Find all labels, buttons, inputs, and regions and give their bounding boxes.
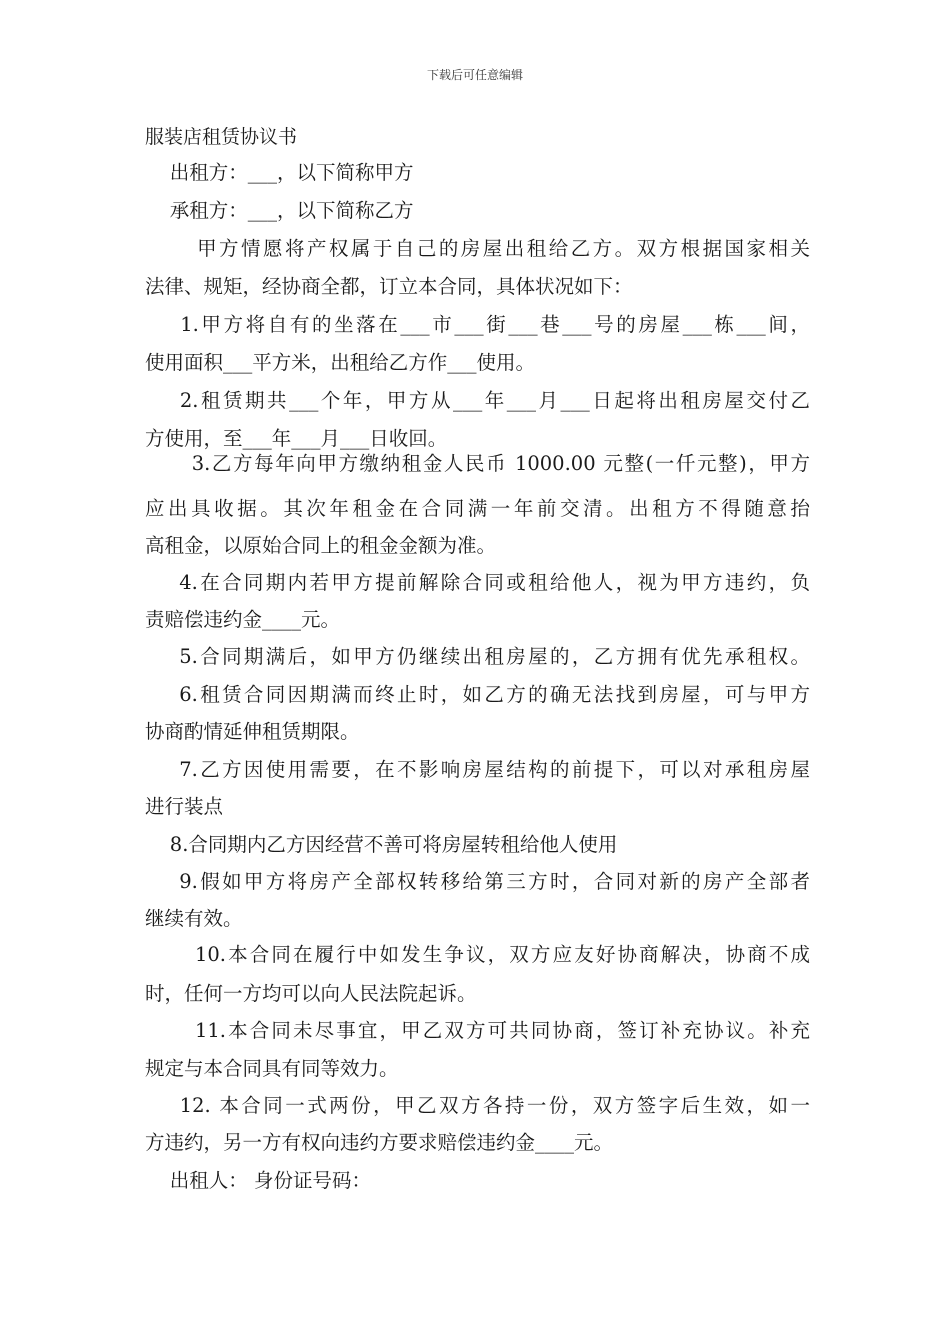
- contract-line: 出租方：___，以下简称甲方: [145, 161, 414, 184]
- contract-line: 8.合同期内乙方因经营不善可将房屋转租给他人使用: [145, 833, 618, 856]
- contract-line: 方使用，至___年___月___日收回。: [145, 427, 448, 450]
- contract-line: 协商酌情延伸租赁期限。: [145, 720, 360, 743]
- contract-line: 12. 本合同一式两份，甲乙双方各持一份，双方签字后生效，如一: [145, 1094, 810, 1117]
- contract-line: 方违约，另一方有权向违约方要求赔偿违约金____元。: [145, 1131, 614, 1154]
- contract-line: 承租方：___，以下简称乙方: [145, 199, 414, 222]
- contract-line: 2.租赁期共___个年，甲方从___年___月___日起将出租房屋交付乙: [145, 389, 810, 412]
- contract-line: 1.甲方将自有的坐落在___市___街___巷___号的房屋___栋___间，: [145, 313, 810, 336]
- contract-line: 时，任何一方均可以向人民法院起诉。: [145, 982, 477, 1005]
- contract-line: 应出具收据。其次年租金在合同满一年前交清。出租方不得随意抬: [145, 497, 810, 520]
- document-title: 服装店租赁协议书: [145, 126, 298, 148]
- contract-line: 高租金，以原始合同上的租金金额为准。: [145, 534, 497, 557]
- page-header: 下载后可任意编辑: [426, 68, 523, 82]
- contract-line: 法律、规矩，经协商全都，订立本合同，具体状况如下：: [145, 275, 633, 298]
- contract-line: 9.假如甲方将房产全部权转移给第三方时，合同对新的房产全部者: [145, 870, 810, 893]
- contract-line: 继续有效。: [145, 907, 243, 930]
- contract-line: 10.本合同在履行中如发生争议，双方应友好协商解决，协商不成: [145, 943, 810, 966]
- contract-line: 使用面积___平方米，出租给乙方作___使用。: [145, 351, 536, 374]
- contract-line: 责赔偿违约金____元。: [145, 608, 341, 631]
- contract-line: 进行装点: [145, 795, 224, 818]
- contract-line: 规定与本合同具有同等效力。: [145, 1057, 399, 1080]
- contract-line: 出租人： 身份证号码：: [145, 1169, 371, 1192]
- contract-line: 甲方情愿将产权属于自己的房屋出租给乙方。双方根据国家相关: [145, 237, 810, 260]
- contract-line: 4.在合同期内若甲方提前解除合同或租给他人，视为甲方违约，负: [145, 571, 810, 594]
- contract-line: 11.本合同未尽事宜，甲乙双方可共同协商，签订补充协议。补充: [145, 1019, 810, 1042]
- contract-line: 6.租赁合同因期满而终止时，如乙方的确无法找到房屋，可与甲方: [145, 683, 810, 706]
- contract-line: 3.乙方每年向甲方缴纳租金人民币 1000.00 元整(一仟元整)，甲方: [145, 452, 810, 475]
- contract-line: 5.合同期满后，如甲方仍继续出租房屋的，乙方拥有优先承租权。: [145, 645, 810, 668]
- contract-line: 7.乙方因使用需要，在不影响房屋结构的前提下，可以对承租房屋: [145, 758, 810, 781]
